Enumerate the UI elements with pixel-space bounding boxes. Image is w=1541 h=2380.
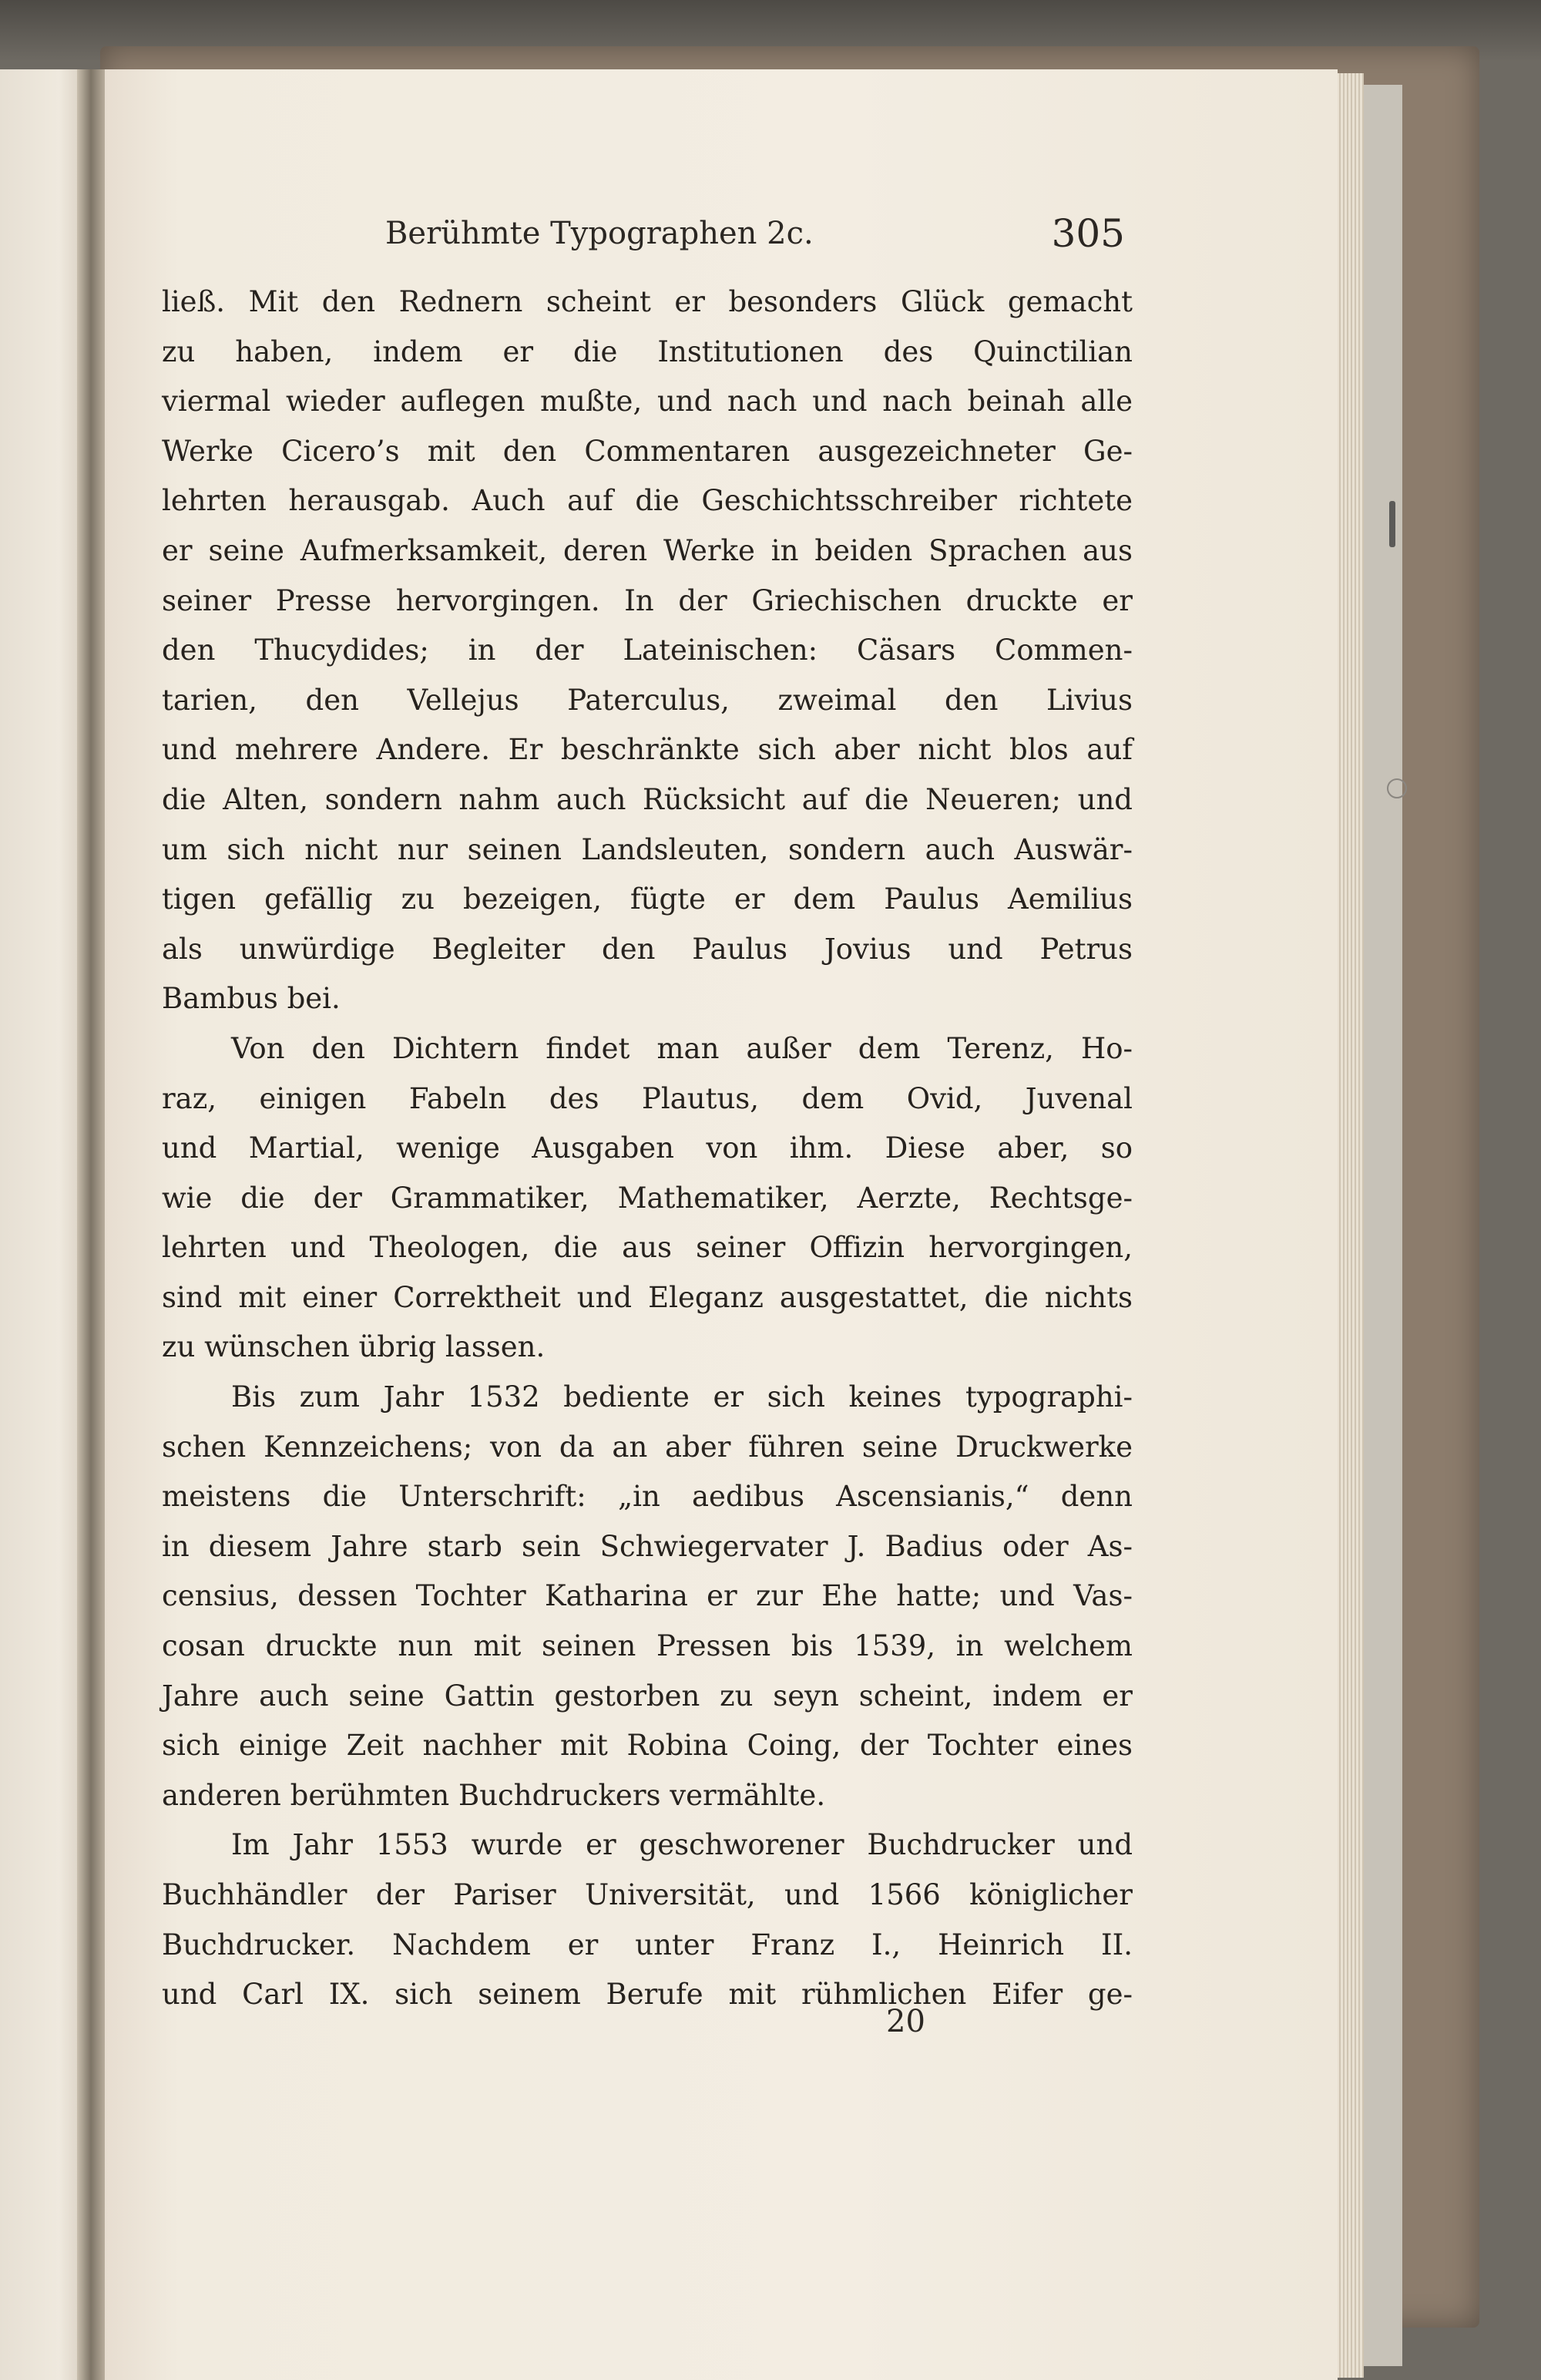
paragraph xyxy=(162,277,1133,1024)
text-line: ließ. Mit den Rednern scheint er besonders Glück gemacht xyxy=(162,285,1133,318)
text-line: anderen berühmten Buchdruckers vermählte. xyxy=(162,1778,826,1812)
text-line: die Alten, sondern nahm auch Rücksicht auf die Neueren; und xyxy=(162,782,1133,816)
running-head-title: Berühmte Typographen 2c. xyxy=(385,216,814,251)
text-line: Bis zum Jahr 1532 bediente er sich keines typographi- xyxy=(231,1380,1133,1414)
text-line: in diesem Jahre starb sein Schwiegervater J. Badius oder As- xyxy=(162,1529,1133,1563)
paragraph xyxy=(162,1373,1133,1820)
signature-mark: 20 xyxy=(886,2004,925,2039)
text-line: Jahre auch seine Gattin gestorben zu seyn scheint, indem er xyxy=(162,1679,1133,1713)
text-line: sind mit einer Correktheit und Eleganz ausgestattet, die nichts xyxy=(162,1280,1133,1314)
text-line: Buchdrucker. Nachdem er unter Franz I., Heinrich II. xyxy=(162,1928,1133,1961)
text-line: tigen gefällig zu bezeigen, fügte er dem Paulus Aemilius xyxy=(162,882,1133,916)
running-head xyxy=(285,211,1125,270)
left-page-edge xyxy=(0,69,85,2380)
text-line: als unwürdige Begleiter den Paulus Jovius und Petrus xyxy=(162,932,1133,966)
text-line: Buchhändler der Pariser Universität, und 1566 königlicher xyxy=(162,1878,1133,1911)
paragraph xyxy=(162,1024,1133,1373)
text-line: tarien, den Vellejus Paterculus, zweimal den Livius xyxy=(162,683,1133,717)
text-line: und Martial, wenige Ausgaben von ihm. Diese aber, so xyxy=(162,1131,1133,1165)
speck xyxy=(1389,501,1395,547)
paragraph xyxy=(162,1820,1133,2019)
text-line: censius, dessen Tochter Katharina er zur Ehe hatte; und Vas- xyxy=(162,1579,1133,1613)
page-number: 305 xyxy=(1051,211,1125,256)
speck xyxy=(1387,778,1407,798)
text-line: und mehrere Andere. Er beschränkte sich aber nicht blos auf xyxy=(162,733,1133,767)
text-line: und Carl IX. sich seinem Berufe mit rühmlichen Eifer ge- xyxy=(162,1978,1133,2012)
text-line: cosan druckte nun mit seinen Pressen bis 1539, in welchem xyxy=(162,1629,1133,1663)
text-line: Im Jahr 1553 wurde er geschworener Buchdrucker und xyxy=(231,1828,1133,1862)
text-line: meistens die Unterschrift: „in aedibus Ascensianis,“ denn xyxy=(162,1480,1133,1514)
text-line: wie die der Grammatiker, Mathematiker, Aerzte, Rechtsge- xyxy=(162,1181,1133,1215)
text-line: lehrten und Theologen, die aus seiner Offizin hervorgingen, xyxy=(162,1231,1133,1265)
text-line: Von den Dichtern findet man außer dem Terenz, Ho- xyxy=(231,1031,1133,1065)
endpaper xyxy=(1364,85,1402,2366)
text-line: zu wünschen übrig lassen. xyxy=(162,1330,546,1364)
body-text xyxy=(162,277,1133,2020)
text-line: um sich nicht nur seinen Landsleuten, sondern auch Auswär- xyxy=(162,832,1133,866)
text-line: zu haben, indem er die Institutionen des Quinctilian xyxy=(162,334,1133,368)
text-line: lehrten herausgab. Auch auf die Geschichtsschreiber richtete xyxy=(162,484,1133,518)
text-line: Bambus bei. xyxy=(162,982,341,1016)
book-gutter xyxy=(77,69,105,2380)
text-line: viermal wieder auflegen mußte, und nach und nach beinah alle xyxy=(162,385,1133,419)
text-line: er seine Aufmerksamkeit, deren Werke in beiden Sprachen aus xyxy=(162,533,1133,567)
text-line: seiner Presse hervorgingen. In der Griechischen druckte er xyxy=(162,583,1133,617)
text-line: schen Kennzeichens; von da an aber führen seine Druckwerke xyxy=(162,1430,1133,1464)
text-line: raz, einigen Fabeln des Plautus, dem Ovid, Juvenal xyxy=(162,1081,1133,1115)
text-line: den Thucydides; in der Lateinischen: Cäsars Commen- xyxy=(162,634,1133,667)
text-line: sich einige Zeit nachher mit Robina Coing, der Tochter eines xyxy=(162,1729,1133,1763)
text-line: Werke Cicero’s mit den Commentaren ausgezeichneter Ge- xyxy=(162,434,1133,468)
